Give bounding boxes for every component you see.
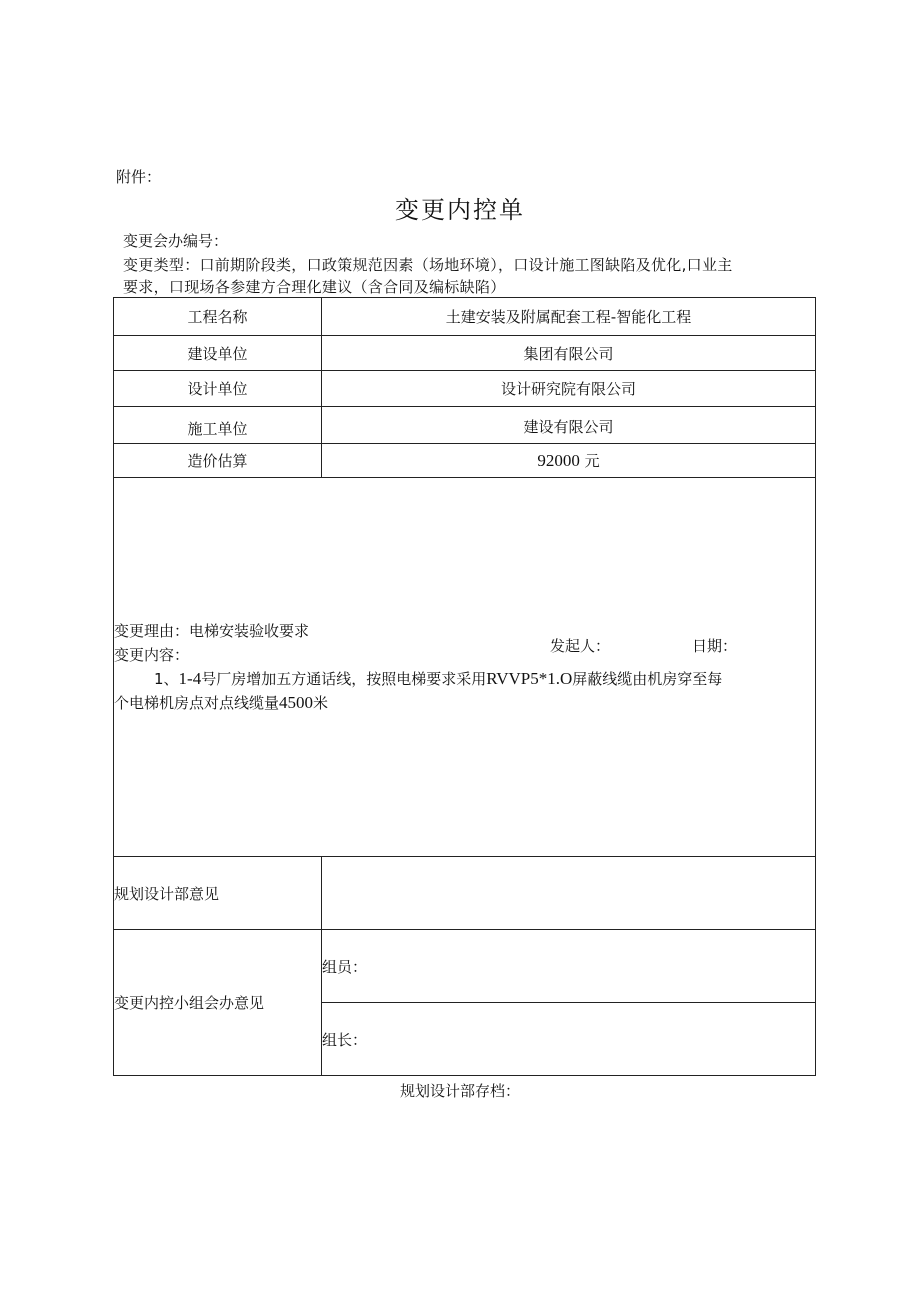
item-text-a: 号厂房增加五方通话线，按照电梯要求采用 bbox=[201, 670, 487, 688]
change-content-cell bbox=[114, 478, 816, 857]
cost-label: 造价估算 bbox=[114, 444, 322, 478]
item-prefix: 1、 bbox=[154, 670, 179, 688]
member-field[interactable] bbox=[322, 930, 816, 1003]
cost-unit: 元 bbox=[584, 452, 600, 470]
archive-label: 规划设计部存档： bbox=[399, 1082, 520, 1100]
item-text-b: 屏蔽线缆由机房穿至每 bbox=[572, 670, 723, 688]
client-value: 集团有限公司 bbox=[322, 336, 816, 371]
cost-value bbox=[322, 444, 816, 478]
initiator-label: 发起人： bbox=[550, 637, 611, 655]
member-label: 组员： bbox=[322, 957, 368, 976]
group-opinion-label: 变更内控小组会办意见 bbox=[114, 930, 322, 1076]
meeting-number-label: 变更会办编号： bbox=[123, 232, 229, 250]
designer-label: 设计单位 bbox=[114, 371, 322, 407]
designer-row bbox=[114, 371, 816, 407]
client-row bbox=[114, 336, 816, 371]
change-type-line-1: 变更类型：口前期阶段类，口政策规范因素（场地环境），口设计施工图缺陷及优化,口业主 bbox=[123, 256, 733, 274]
attachment-label: 附件： bbox=[116, 168, 162, 186]
date-label: 日期： bbox=[692, 637, 738, 655]
contractor-label: 施工单位 bbox=[114, 407, 322, 444]
item-quantity: 4500 bbox=[279, 693, 314, 712]
change-item-1 bbox=[114, 667, 815, 691]
group-member-row bbox=[114, 930, 816, 1003]
cost-amount: 92000 bbox=[537, 451, 580, 470]
item-line2-b: 米 bbox=[313, 694, 329, 712]
designer-value: 设计研究院有限公司 bbox=[322, 371, 816, 407]
item-number: 1-4 bbox=[178, 669, 202, 688]
project-name-label: 工程名称 bbox=[114, 298, 322, 336]
planning-opinion-row bbox=[114, 857, 816, 930]
page-title: 变更内控单 bbox=[395, 196, 525, 224]
contractor-value: 建设有限公司 bbox=[322, 407, 816, 444]
change-type-line-2: 要求，口现场各参建方合理化建议（含合同及编标缺陷） bbox=[123, 278, 506, 296]
change-item-1-cont bbox=[114, 691, 815, 715]
item-line2-a: 个电梯机房点对点线缆量 bbox=[114, 694, 280, 712]
project-name-value: 土建安装及附属配套工程-智能化工程 bbox=[322, 298, 816, 336]
project-name-row bbox=[114, 298, 816, 336]
client-label: 建设单位 bbox=[114, 336, 322, 371]
change-reason: 变更理由：电梯安装验收要求 bbox=[114, 622, 310, 640]
leader-field[interactable] bbox=[322, 1003, 816, 1076]
cost-row bbox=[114, 444, 816, 478]
change-form-table bbox=[113, 297, 816, 1076]
leader-label: 组长： bbox=[322, 1030, 368, 1049]
item-spec: RVVP5*1.O bbox=[486, 669, 573, 688]
contractor-row bbox=[114, 407, 816, 444]
change-content-label: 变更内容： bbox=[114, 646, 190, 664]
planning-opinion-label: 规划设计部意见 bbox=[114, 857, 322, 930]
planning-opinion-field[interactable] bbox=[322, 857, 816, 930]
change-content-row bbox=[114, 478, 816, 857]
